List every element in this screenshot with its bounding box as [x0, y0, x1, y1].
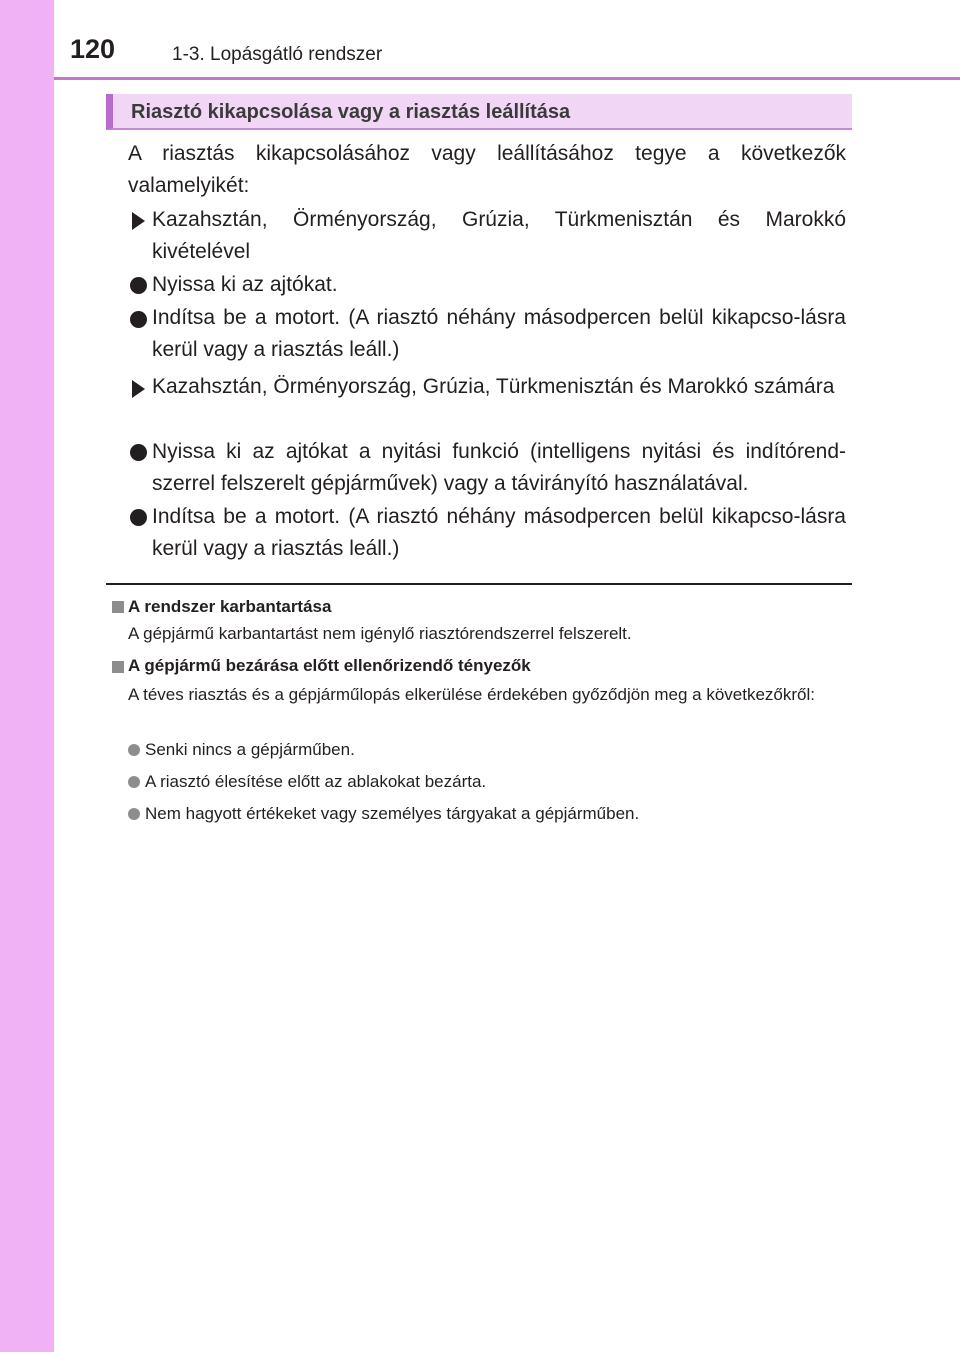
note-bullet: A riasztó élesítése előtt az ablakokat bezárta.	[145, 772, 487, 791]
section-title: 1-3. Lopásgátló rendszer	[172, 44, 383, 65]
header-rule	[54, 77, 960, 80]
step-item: Nyissa ki az ajtókat a nyitási funkció (intelligens nyitási és indítórend-szerrel felszerelt gépjárművek) vagy a távirányító használatával.	[152, 440, 846, 495]
dot-bullet-icon	[128, 744, 140, 756]
dot-bullet-icon	[130, 444, 147, 461]
condition-item: Kazahsztán, Örményország, Grúzia, Türkmenisztán és Marokkó kivételével	[152, 208, 846, 263]
square-bullet-icon	[112, 661, 124, 673]
intro-paragraph: A riasztás kikapcsolásához vagy leállításához tegye a következők valamelyikét:	[128, 142, 846, 197]
dot-bullet-icon	[128, 776, 140, 788]
square-bullet-icon	[112, 601, 124, 613]
step-item: Indítsa be a motort. (A riasztó néhány másodpercen belül kikapcso-lásra kerül vagy a riasztás leáll.)	[152, 505, 846, 560]
note-title: A rendszer karbantartása	[128, 597, 332, 616]
side-color-strip	[0, 0, 54, 1352]
divider-line	[106, 583, 852, 585]
note-bullet: Senki nincs a gépjárműben.	[145, 740, 355, 759]
section-heading: Riasztó kikapcsolása vagy a riasztás leállítása	[131, 101, 571, 123]
triangle-bullet-icon	[132, 380, 145, 398]
condition-item: Kazahsztán, Örményország, Grúzia, Türkmenisztán és Marokkó számára	[152, 375, 835, 398]
note-text: A gépjármű karbantartást nem igénylő riasztórendszerrel felszerelt.	[128, 624, 632, 643]
triangle-bullet-icon	[132, 212, 145, 230]
note-bullet: Nem hagyott értékeket vagy személyes tárgyakat a gépjárműben.	[145, 804, 640, 823]
note-title: A gépjármű bezárása előtt ellenőrizendő tényezők	[128, 656, 531, 675]
dot-bullet-icon	[130, 277, 147, 294]
section-heading-box	[106, 94, 852, 130]
dot-bullet-icon	[130, 311, 147, 328]
step-item: Indítsa be a motort. (A riasztó néhány másodpercen belül kikapcso-lásra kerül vagy a riasztás leáll.)	[152, 306, 846, 361]
dot-bullet-icon	[130, 509, 147, 526]
note-text: A téves riasztás és a gépjárműlopás elkerülése érdekében győződjön meg a következőkről:	[128, 685, 815, 704]
step-item: Nyissa ki az ajtókat.	[152, 273, 338, 296]
page-number: 120	[70, 34, 116, 64]
dot-bullet-icon	[128, 808, 140, 820]
